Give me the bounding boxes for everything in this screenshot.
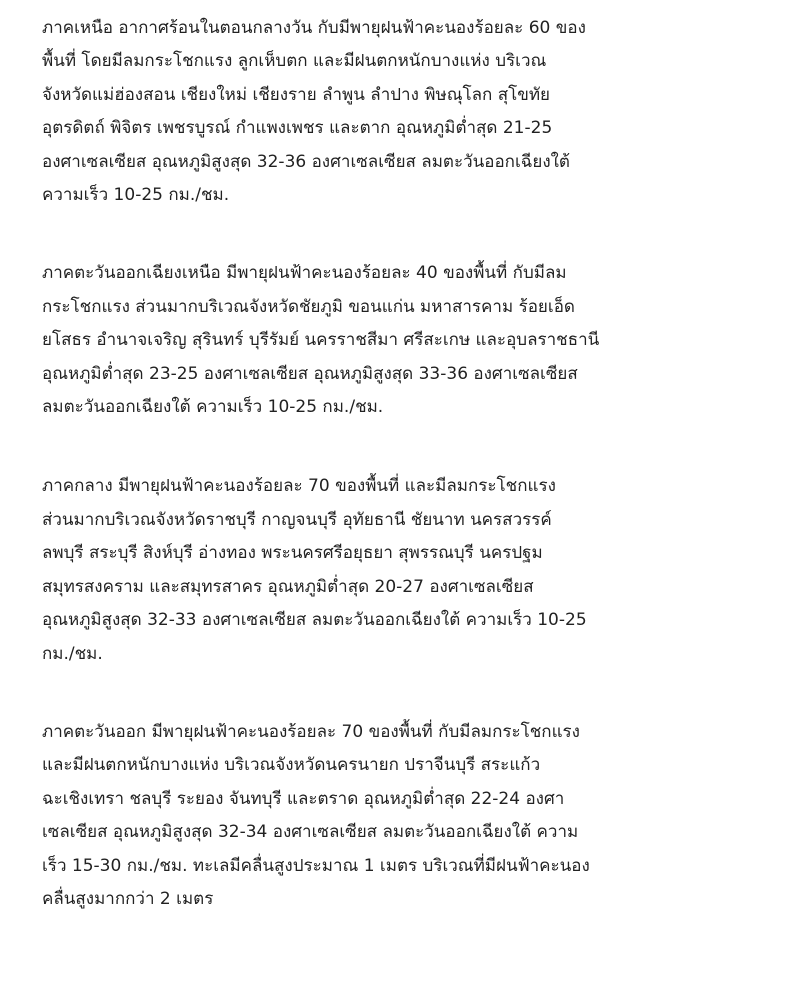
text-line: ภาคตะวันออก มีพายุฝนฟ้าคะนองร้อยละ 70 ของพื้นที่ กับมีลมกระโชกแรง xyxy=(42,721,580,742)
paragraph-spacer xyxy=(42,671,732,716)
text-line: สมุทรสงคราม และสมุทรสาคร อุณหภูมิต่ำสุด 20-27 องศาเซลเซียส xyxy=(42,576,534,597)
text-line: อุณหภูมิสูงสุด 32-33 องศาเซลเซียส ลมตะวันออกเฉียงใต้ ความเร็ว 10-25 xyxy=(42,610,587,631)
text-line: ความเร็ว 10-25 กม./ชม. xyxy=(42,185,230,206)
text-line: กม./ชม. xyxy=(42,643,103,664)
text-line: ส่วนมากบริเวณจังหวัดราชบุรี กาญจนบุรี อุทัยธานี ชัยนาท นครสวรรค์ xyxy=(42,509,552,530)
text-line: ลมตะวันออกเฉียงใต้ ความเร็ว 10-25 กม./ชม. xyxy=(42,397,384,418)
forecast-northeast xyxy=(42,257,732,424)
text-line: ภาคตะวันออกเฉียงเหนือ มีพายุฝนฟ้าคะนองร้อยละ 40 ของพื้นที่ กับมีลม xyxy=(42,263,567,284)
text-line: กระโชกแรง ส่วนมากบริเวณจังหวัดชัยภูมิ ขอนแก่น มหาสารคาม ร้อยเอ็ด xyxy=(42,296,575,317)
text-line: พื้นที่ โดยมีลมกระโชกแรง ลูกเห็บตก และมีฝนตกหนักบางแห่ง บริเวณ xyxy=(42,51,547,72)
paragraph-spacer xyxy=(42,212,732,257)
text-line: เซลเซียส อุณหภูมิสูงสุด 32-34 องศาเซลเซียส ลมตะวันออกเฉียงใต้ ความ xyxy=(42,822,579,843)
forecast-north xyxy=(42,12,732,212)
paragraph-spacer xyxy=(42,424,732,470)
text-line: ภาคเหนือ อากาศร้อนในตอนกลางวัน กับมีพายุฝนฟ้าคะนองร้อยละ 60 ของ xyxy=(42,18,586,38)
text-line: ลพบุรี สระบุรี สิงห์บุรี อ่างทอง พระนครศรีอยุธยา สุพรรณบุรี นครปฐม xyxy=(42,543,543,564)
text-line: คลื่นสูงมากกว่า 2 เมตร xyxy=(42,888,214,909)
text-line: ยโสธร อำนาจเจริญ สุรินทร์ บุรีรัมย์ นครราชสีมา ศรีสะเกษ และอุบลราชธานี xyxy=(42,330,600,351)
text-line: อุตรดิตถ์ พิจิตร เพชรบูรณ์ กำแพงเพชร และตาก อุณหภูมิต่ำสุด 21-25 xyxy=(42,118,553,139)
text-line: อุณหภูมิต่ำสุด 23-25 องศาเซลเซียส อุณหภูมิสูงสุด 33-36 องศาเซลเซียส xyxy=(42,363,578,384)
forecast-central xyxy=(42,470,732,670)
text-line: ภาคกลาง มีพายุฝนฟ้าคะนองร้อยละ 70 ของพื้นที่ และมีลมกระโชกแรง xyxy=(42,476,556,497)
forecast-east xyxy=(42,716,732,916)
text-line: และมีฝนตกหนักบางแห่ง บริเวณจังหวัดนครนายก ปราจีนบุรี สระแก้ว xyxy=(42,755,541,776)
text-line: องศาเซลเซียส อุณหภูมิสูงสุด 32-36 องศาเซลเซียส ลมตะวันออกเฉียงใต้ xyxy=(42,151,570,172)
text-line: จังหวัดแม่ฮ่องสอน เชียงใหม่ เชียงราย ลำพูน ลำปาง พิษณุโลก สุโขทัย xyxy=(42,84,551,105)
text-line: ฉะเชิงเทรา ชลบุรี ระยอง จันทบุรี และตราด อุณหภูมิต่ำสุด 22-24 องศา xyxy=(42,788,565,809)
text-line: เร็ว 15-30 กม./ชม. ทะเลมีคลื่นสูงประมาณ 1 เมตร บริเวณที่มีฝนฟ้าคะนอง xyxy=(42,855,590,876)
weather-forecast-article xyxy=(42,12,732,916)
